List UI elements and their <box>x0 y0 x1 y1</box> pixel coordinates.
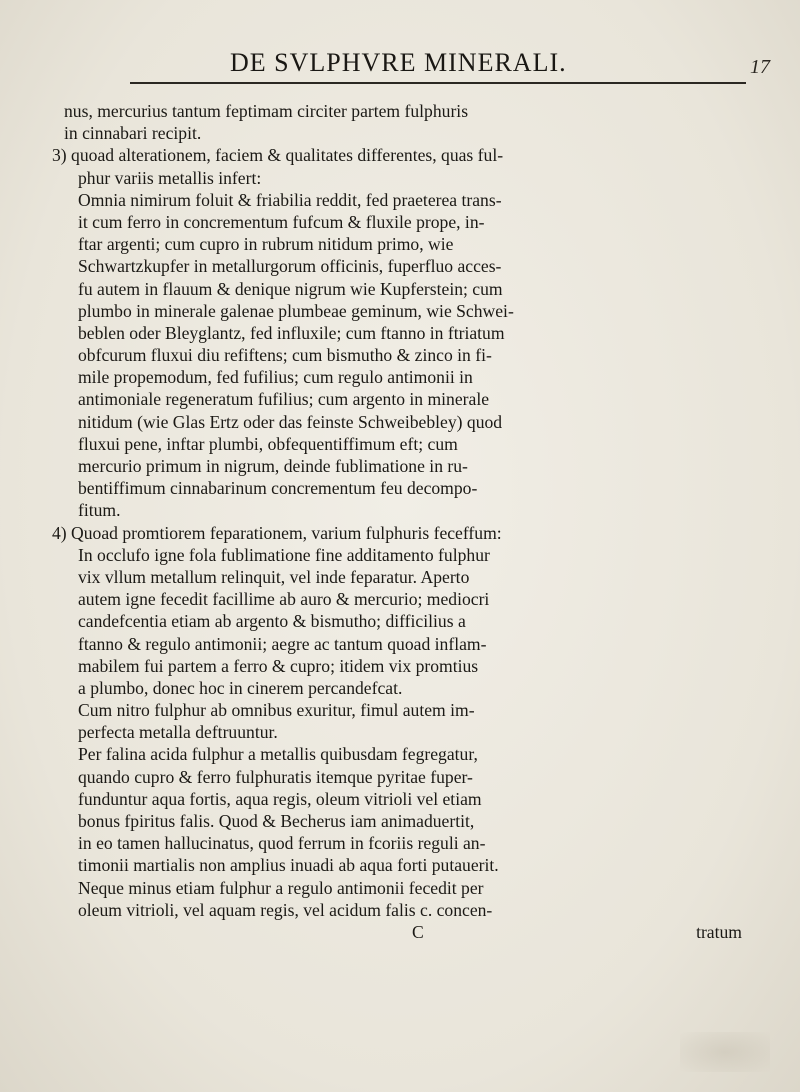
text-line: mercurio primum in nigrum, deinde fublimatione in ru- <box>78 456 468 476</box>
text-line: timonii martialis non amplius inuadi ab aqua forti putauerit. <box>78 855 499 876</box>
text-line: 3) quoad alterationem, faciem & qualitates differentes, quas ful- <box>52 145 504 166</box>
text-line: Cum nitro fulphur ab omnibus exuritur, fimul autem im- <box>78 700 475 721</box>
text-line: Neque minus etiam fulphur a regulo antimonii fecedit per <box>78 877 484 898</box>
page-footer <box>52 921 782 943</box>
text-line: funduntur aqua fortis, aqua regis, oleum vitrioli vel etiam <box>78 788 482 809</box>
text-line: ftar argenti; cum cupro in rubrum nitidum primo, wie <box>78 234 454 255</box>
text-line: it cum ferro in concrementum fufcum & fluxile prope, in- <box>78 211 485 232</box>
text-line: in cinnabari recipit. <box>64 123 202 144</box>
text-line: In occlufo igne fola fublimatione fine additamento fulphur <box>78 544 490 565</box>
text-line: fu autem in flauum & denique nigrum wie Kupferstein; cum <box>78 278 503 299</box>
text-line: autem igne fecedit facillime ab auro & mercurio; mediocri <box>78 589 490 610</box>
signature-mark: C <box>412 921 424 942</box>
running-head: DE SVLPHVRE MINERALI. <box>230 48 567 77</box>
text-line: bonus fpiritus falis. Quod & Becherus iam animaduertit, <box>78 811 475 831</box>
text-line: mile propemodum, fed fufilius; cum regulo antimonii in <box>78 367 473 388</box>
text-line: ftanno & regulo antimonii; aegre ac tantum quoad inflam- <box>78 633 487 654</box>
text-line: bentiffimum cinnabarinum concrementum feu decompo- <box>78 478 478 499</box>
text-line: mabilem fui partem a ferro & cupro; itidem vix promtius <box>78 655 479 676</box>
text-line: Schwartzkupfer in metallurgorum officinis, fuperfluo acces- <box>78 256 502 277</box>
page-header <box>40 48 776 82</box>
catchword: tratum <box>696 921 742 942</box>
text-line: candefcentia etiam ab argento & bismutho; difficilius a <box>78 611 466 632</box>
text-line: beblen oder Bleyglantz, fed influxile; cum ftanno in ftriatum <box>78 322 505 343</box>
text-line: obfcurum fluxui diu refiftens; cum bismutho & zinco in fi- <box>78 345 492 366</box>
text-line: Per falina acida fulphur a metallis quibusdam fegregatur, <box>78 744 478 765</box>
text-line: phur variis metallis infert: <box>78 167 262 188</box>
text-line: quando cupro & ferro fulphuratis itemque pyritae fuper- <box>78 766 473 787</box>
text-line: plumbo in minerale galenae plumbeae geminum, wie Schwei- <box>78 300 514 321</box>
text-line: in eo tamen hallucinatus, quod ferrum in fcoriis reguli an- <box>78 833 486 854</box>
body-text <box>52 100 782 943</box>
text-line: a plumbo, donec hoc in cinerem percandefcat. <box>78 677 403 698</box>
text-line: vix vllum metallum relinquit, vel inde feparatur. Aperto <box>78 566 470 587</box>
text-line: nus, mercurius tantum feptimam circiter partem fulphuris <box>64 101 469 121</box>
text-line: perfecta metalla deftruuntur. <box>78 722 278 743</box>
text-line: 4) Quoad promtiorem feparationem, varium fulphuris feceffum: <box>52 522 502 543</box>
text-line: fluxui pene, inftar plumbi, obfequentiffimum eft; cum <box>78 433 458 454</box>
page-number: 17 <box>750 56 770 78</box>
text-line: antimoniale regeneratum fufilius; cum argento in minerale <box>78 389 490 410</box>
header-rule <box>130 82 746 84</box>
text-line: Omnia nimirum foluit & friabilia reddit, fed praeterea trans- <box>78 189 502 210</box>
text-line: fitum. <box>78 500 121 521</box>
paper-stain <box>680 1032 770 1072</box>
text-line: nitidum (wie Glas Ertz oder das feinste Schweibebley) quod <box>78 411 503 432</box>
text-line: oleum vitrioli, vel aquam regis, vel acidum falis c. concen- <box>78 899 493 920</box>
